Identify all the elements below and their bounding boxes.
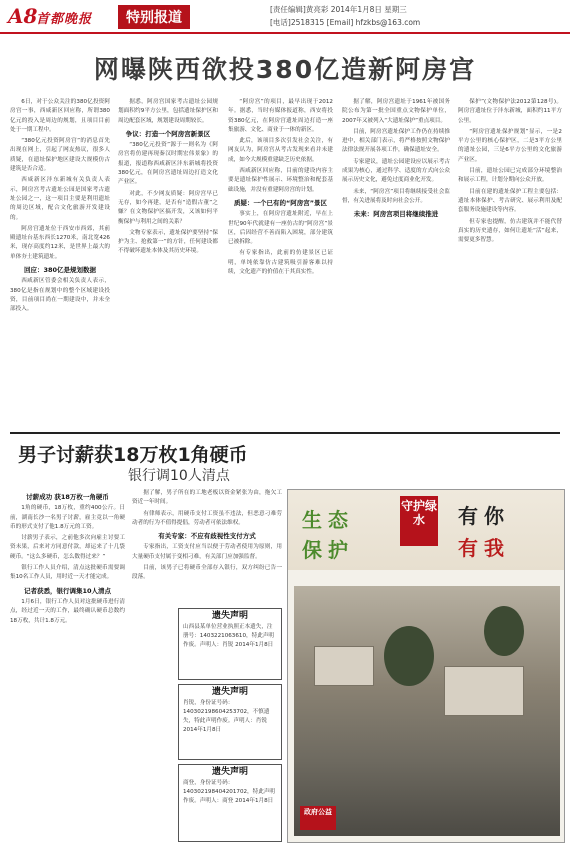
ad-text-me: 有我 <box>458 536 510 560</box>
story2-subheadline: 银行调10人清点 <box>128 468 230 484</box>
ad-logo: 政府公益 <box>300 806 336 830</box>
paragraph: 西咸新区回应称，目前的建设内容主要是遗址保护性展示、环境整治和配套基础设施，并没有重建阿房宫的计划。 <box>228 168 333 193</box>
notice-body: 肖锐，身份证号码：140302198604253702，不慎遗失，特此声明作废。声明人：肖锐 2014年1月8日 <box>183 700 270 733</box>
story1-col3 <box>228 98 333 428</box>
story2-headline: 男子讨薪获18万枚1角硬币 <box>18 444 248 466</box>
lost-notice-3 <box>178 764 282 842</box>
section-divider <box>10 432 560 434</box>
subhead: 记者获悉，银行调集10人清点 <box>23 586 112 595</box>
paragraph: 此后，该项目多次引发社会关注，有网友认为，阿房宫从考古发现来看并未建成，如今大规模重建缺乏历史依据。 <box>228 138 333 163</box>
paragraph: 据悉，阿房宫国家考古遗址公园规划面积约9平方公里，包括遗址保护区和周边配套区域，规划建设周期较长。 <box>118 99 218 124</box>
paragraph: “380亿元投资阿房宫”的消息首先出现在网上，引起了网友热议，很多人质疑，在遗址保护地区建设大规模仿古建筑是否合适。 <box>10 138 110 173</box>
masthead <box>0 0 570 34</box>
ad-text-you: 有你 <box>458 504 510 528</box>
public-service-ad <box>287 489 565 843</box>
story1-col2 <box>118 98 218 428</box>
story2-col2 <box>132 489 282 601</box>
paragraph: 据了解，男子所在的工地老板以资金紧张为由，拖欠工资近一年时间。 <box>132 490 282 506</box>
paragraph: 1月6日，银行工作人员对这批硬币进行清点，经过近一天的工作，最终确认硬币总数约18万枚，共计1.8万元。 <box>10 598 125 624</box>
ad-photo <box>294 586 560 836</box>
paragraph: 但专家也提醒，仿古建筑并不能代替真实的历史遗存，如何让遗址“活”起来，需要更多智慧。 <box>458 218 562 244</box>
ad-photo-tree <box>384 626 434 686</box>
story2-col1 <box>10 489 125 841</box>
paragraph: “阿房宫”的项目，最早出现于2012年。据悉，当时有媒体报道称，西安将投资380亿元，在阿房宫遗址周边打造一座集旅游、文化、商业于一体的新区。 <box>228 99 333 133</box>
subhead: 争议：打造一个阿房宫新景区 <box>125 129 211 138</box>
ad-seal: 守护绿水 <box>400 496 438 546</box>
paragraph: 西咸新区沣东新城有关负责人表示，阿房宫考古遗址公园是国家考古遗址公园之一，这一项目主要是利用遗址的周边区域，配合文化旅游开发建设的。 <box>10 177 110 221</box>
paragraph: “阿房宫遗址保护规划”显示，一是2平方公里的核心保护区，二是3平方公里的遗址公园，三是6平方公里的文化旅游产业区。 <box>458 128 562 163</box>
ad-photo-house <box>314 646 374 686</box>
paragraph: 目前，该男子已将硬币全部存入银行，双方纠纷已告一段落。 <box>132 565 282 581</box>
paragraph: 文物专家表示，遗址保护要坚持“保护为主、抢救第一”的方针，任何建设都不得破坏遗址本体及其历史环境。 <box>118 229 218 255</box>
notice-body: 商登，身份证号码：140302198404201702，特此声明作废。声明人：商登 2014年1月8日 <box>183 780 276 804</box>
paragraph: 1角的硬币，18万枚，重约400公斤。日前，湖南长沙一名男子讨薪，雇主竟以一角硬币的形式支付了他1.8万元的工资。 <box>10 505 125 530</box>
meta-line-1: [责任编辑]黄亮彩 2014年1月8日 星期三 <box>270 5 407 14</box>
paragraph: 6日，对于公众关注的380亿投资阿房宫一事，西咸新区回应称，所谓380亿元的投入是周边的规划，且项目目前处于一期工程中。 <box>10 99 110 133</box>
paragraph: 专家指出，工资支付应当以便于劳动者使用为原则，用大量硬币支付属于变相刁难，有关部门应加强监督。 <box>132 544 282 560</box>
paragraph: 未来，“阿房宫”项目将继续接受社会监督，有关进展将及时向社会公开。 <box>342 188 450 204</box>
paragraph: 有律师表示，用硬币支付工资虽不违法，但恶意刁难劳动者的行为不值得提倡，劳动者可依法维权。 <box>132 510 282 526</box>
subhead: 未来：阿房宫项目将继续推进 <box>353 210 439 219</box>
meta-line-2: [电话]2518315 [Email] hfzkbs@163.com <box>270 18 421 27</box>
page-number: A8 <box>8 4 38 28</box>
paragraph: 目前，阿房宫遗址保护工作仍在持续推进中，相关部门表示，将严格按照文物保护法律法规开展各项工作，确保遗址安全。 <box>342 128 450 154</box>
story1-col1 <box>10 98 110 428</box>
ad-text-eco: 生态 <box>302 508 354 532</box>
notice-title: 遗失声明 <box>211 767 248 777</box>
subhead: 讨薪成功 获18万枚一角硬币 <box>26 493 109 501</box>
paragraph: 事实上，在阿房宫遗址附近，早在上世纪90年代就建有一座仿古的“阿房宫”景区，后因经营不善而陷入困境，部分建筑已被拆除。 <box>228 211 333 246</box>
ad-text-protect: 保护 <box>302 538 354 562</box>
paragraph: 对此，不少网友质疑：阿房宫早已无存，如今再建，是否有“造假古董”之嫌？在文物保护区搞开发，又该如何平衡保护与利用之间的关系？ <box>118 190 218 225</box>
paragraph: “380亿元投资”源于一则名为《阿房宫将仿建再现秦汉时期宏伟景象》的报道，报道称西咸新区沣东新城将投资380亿元，在阿房宫遗址周边打造文化产业区。 <box>118 142 218 186</box>
story1-col5 <box>458 98 562 428</box>
paragraph: 有专家指出，此前的仿建景区已证明，单纯依靠仿古建筑吸引游客难以持续，文化遗产的价值在于其真实性。 <box>228 250 333 276</box>
notice-title: 遗失声明 <box>211 687 248 697</box>
lost-notice-1 <box>178 608 282 680</box>
masthead-meta <box>270 3 570 29</box>
paragraph: 专家建议，遗址公园建设应以展示考古成果为核心，通过科学、适度的方式向公众展示历史文化，避免过度商业化开发。 <box>342 158 450 184</box>
paragraph: 据了解，阿房宫遗址于1961年被国务院公布为第一批全国重点文物保护单位，2007年又被列入“大遗址保护”重点项目。 <box>342 99 450 124</box>
story1-headline: 网曝陕西欲投380亿造新阿房宫 <box>93 55 477 84</box>
paragraph: 目前，遗址公园已完成部分环境整治和展示工程，计划分期向公众开放。 <box>458 168 562 184</box>
paper-name: 首都晚报 <box>36 12 93 27</box>
notice-body: 山西县某单位营业执照正本遗失，注册号：1403221063610，特此声明作废。声明人：肖锐 2014年1月8日 <box>183 624 275 648</box>
paragraph: 西咸新区管委会相关负责人表示，380亿是指在规划中的整个区域建设投资，目前项目尚在一期建设中，并未全部投入。 <box>10 278 110 313</box>
notice-title: 遗失声明 <box>211 611 248 621</box>
paragraph: 目前在建的遗址保护工程主要包括：遗址本体保护、考古研究、展示利用及配套服务设施建设等内容。 <box>458 188 562 214</box>
subhead: 有关专家：不应有歧视性支付方式 <box>158 532 256 541</box>
subhead: 质疑：一个已有的“阿房宫”景区 <box>233 198 328 207</box>
paragraph: 保护”(文物保护法2012第128号)。阿房宫遗址位于沣东新城，面积约11平方公里。 <box>458 99 562 124</box>
story1-col4 <box>342 98 450 428</box>
paragraph: 讨薪男子表示，之前他多次向雇主讨要工资未果，后来对方同意付款，却运来了十几袋硬币。“这么多硬币，怎么数得过来？” <box>10 535 125 560</box>
section-label: 特别报道 <box>118 5 190 29</box>
ad-photo-house <box>444 666 524 716</box>
paragraph: 银行工作人员介绍，清点这批硬币需要调集10名工作人员，用时近一天才能完成。 <box>10 565 125 581</box>
paragraph: 阿房宫遗址位于西安市西郊，其前殿遗址台基东西长1270米，南北宽426米，现存高度约12米，是世界上最大的单体夯土建筑遗址。 <box>10 225 110 260</box>
lost-notice-2 <box>178 684 282 760</box>
subhead: 回应：380亿是规划数据 <box>23 266 97 275</box>
ad-photo-tree <box>484 606 524 656</box>
